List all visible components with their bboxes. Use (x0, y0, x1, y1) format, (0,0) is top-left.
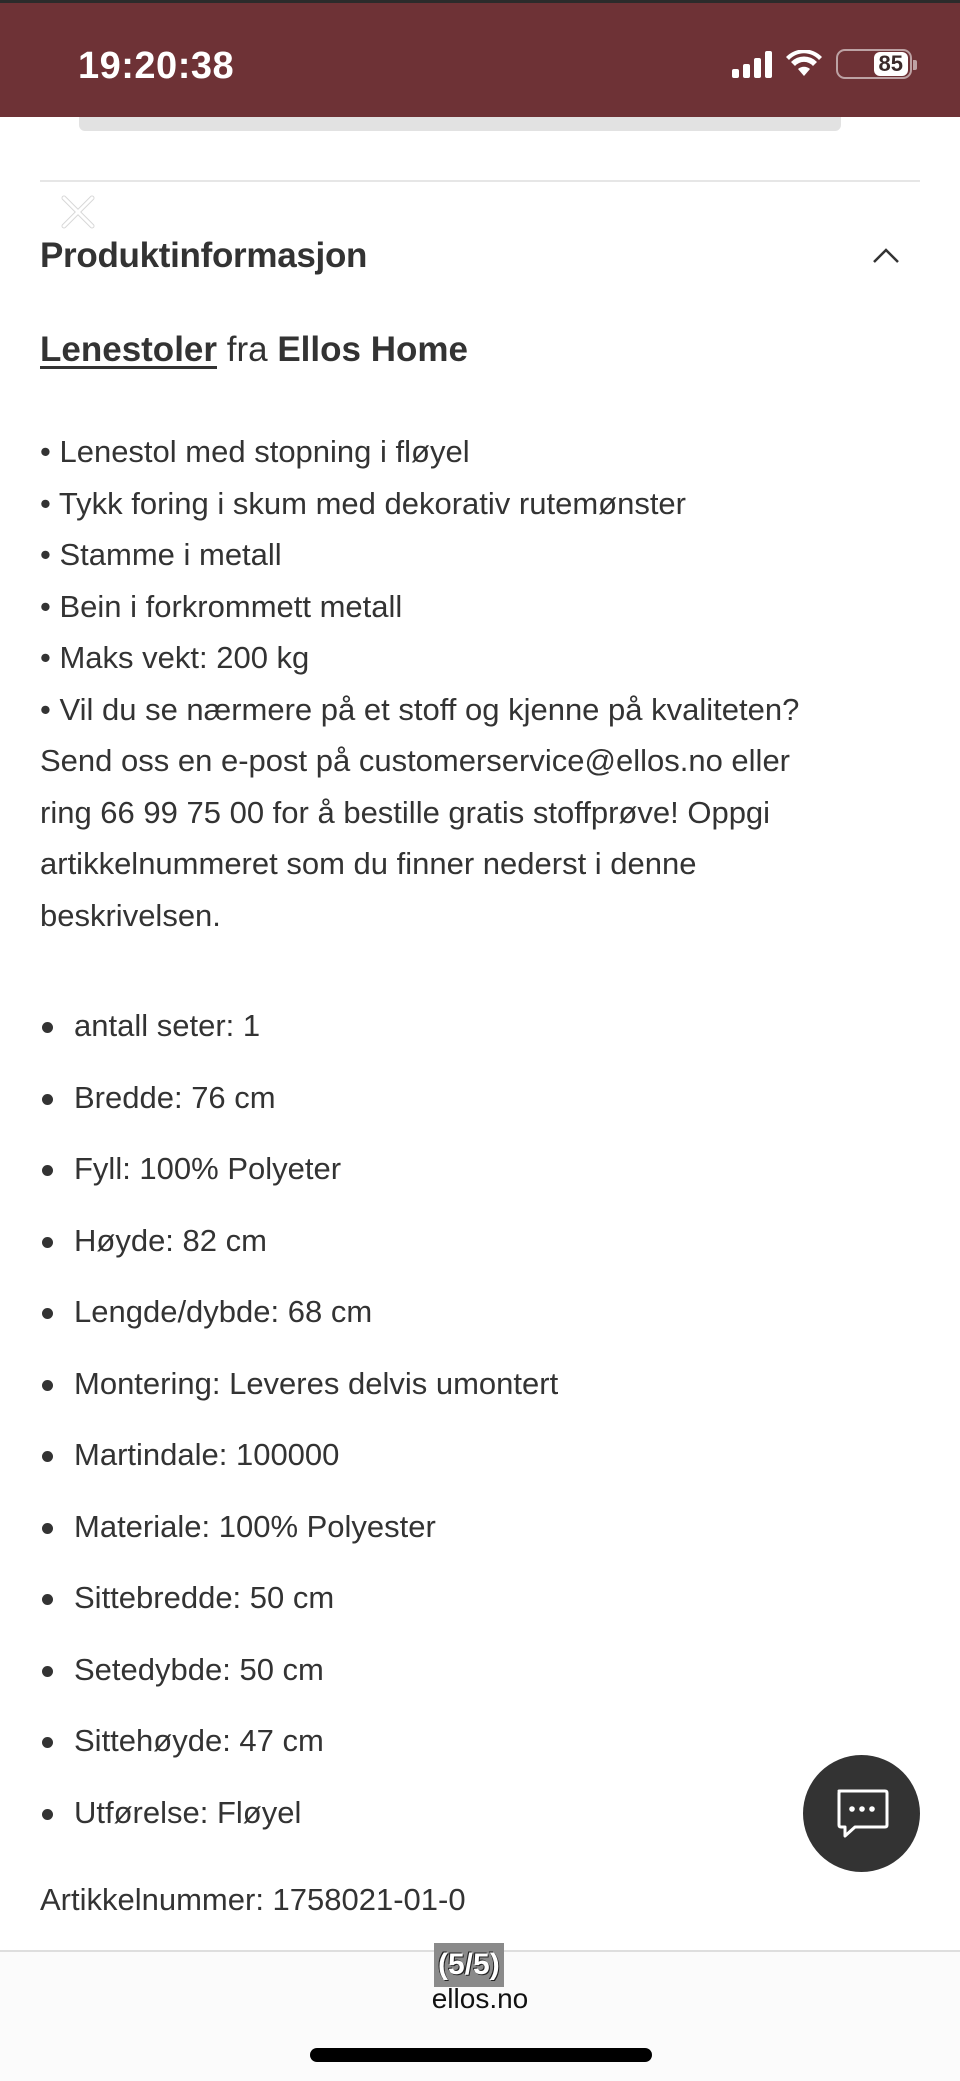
brand-connector: fra (226, 330, 268, 369)
wifi-icon (786, 50, 822, 78)
spec-item: Høyde: 82 cm (40, 1215, 920, 1287)
product-description (40, 426, 930, 941)
section-divider (40, 180, 920, 182)
specifications-list (40, 1000, 920, 1858)
description-text: ring 66 99 75 00 for å bestille gratis stoffprøve! Oppgi (40, 794, 771, 830)
battery-icon (836, 49, 912, 79)
cellular-signal-icon (732, 50, 772, 78)
close-icon[interactable] (58, 192, 98, 232)
status-icons (732, 49, 912, 79)
category-link[interactable]: Lenestoler (40, 330, 217, 369)
description-bullet: • Bein i forkrommett metall (40, 588, 403, 624)
page-counter: (5/5) (434, 1943, 504, 1987)
spec-item: Montering: Leveres delvis umontert (40, 1358, 920, 1430)
spec-item: Fyll: 100% Polyeter (40, 1143, 920, 1215)
brand-name: Ellos Home (277, 330, 468, 369)
spec-item: Martindale: 100000 (40, 1429, 920, 1501)
status-time: 19:20:38 (78, 45, 235, 87)
collapsed-section-strip (79, 117, 841, 131)
description-bullet: • Vil du se nærmere på et stoff og kjenne på kvaliteten? (40, 691, 800, 727)
spec-item: Materiale: 100% Polyester (40, 1501, 920, 1573)
home-indicator[interactable] (310, 2048, 652, 2062)
brand-line (40, 330, 920, 370)
product-info-accordion-header[interactable] (40, 228, 920, 284)
spec-item: Setedybde: 50 cm (40, 1644, 920, 1716)
description-bullet: • Maks vekt: 200 kg (40, 640, 310, 675)
spec-item: Sittebredde: 50 cm (40, 1572, 920, 1644)
spec-item: Utførelse: Fløyel (40, 1787, 920, 1859)
brand-line-container (40, 330, 920, 370)
battery-level: 85 (874, 52, 908, 76)
status-bar (0, 0, 960, 117)
spec-item: antall seter: 1 (40, 1000, 920, 1072)
spec-item: Lengde/dybde: 68 cm (40, 1286, 920, 1358)
section-title: Produktinformasjon (40, 236, 368, 275)
article-number: Artikkelnummer: 1758021-01-0 (40, 1882, 466, 1917)
domain-label[interactable]: ellos.no (431, 1983, 529, 2014)
description-text: beskrivelsen. (40, 897, 221, 933)
description-bullet: • Tykk foring i skum med dekorativ rutemønster (40, 485, 686, 521)
chat-bubble-icon (831, 1783, 893, 1845)
chat-button[interactable] (803, 1755, 920, 1872)
spec-item: Sittehøyde: 47 cm (40, 1715, 920, 1787)
description-bullet: • Stamme i metall (40, 537, 282, 572)
description-bullet: • Lenestol med stopning i fløyel (40, 434, 470, 469)
spec-item: Bredde: 76 cm (40, 1072, 920, 1144)
chevron-up-icon[interactable] (866, 236, 906, 276)
description-text: artikkelnummeret som du finner nederst i denne (40, 846, 697, 881)
description-text: Send oss en e-post på customerservice@ellos.no eller (40, 743, 791, 778)
